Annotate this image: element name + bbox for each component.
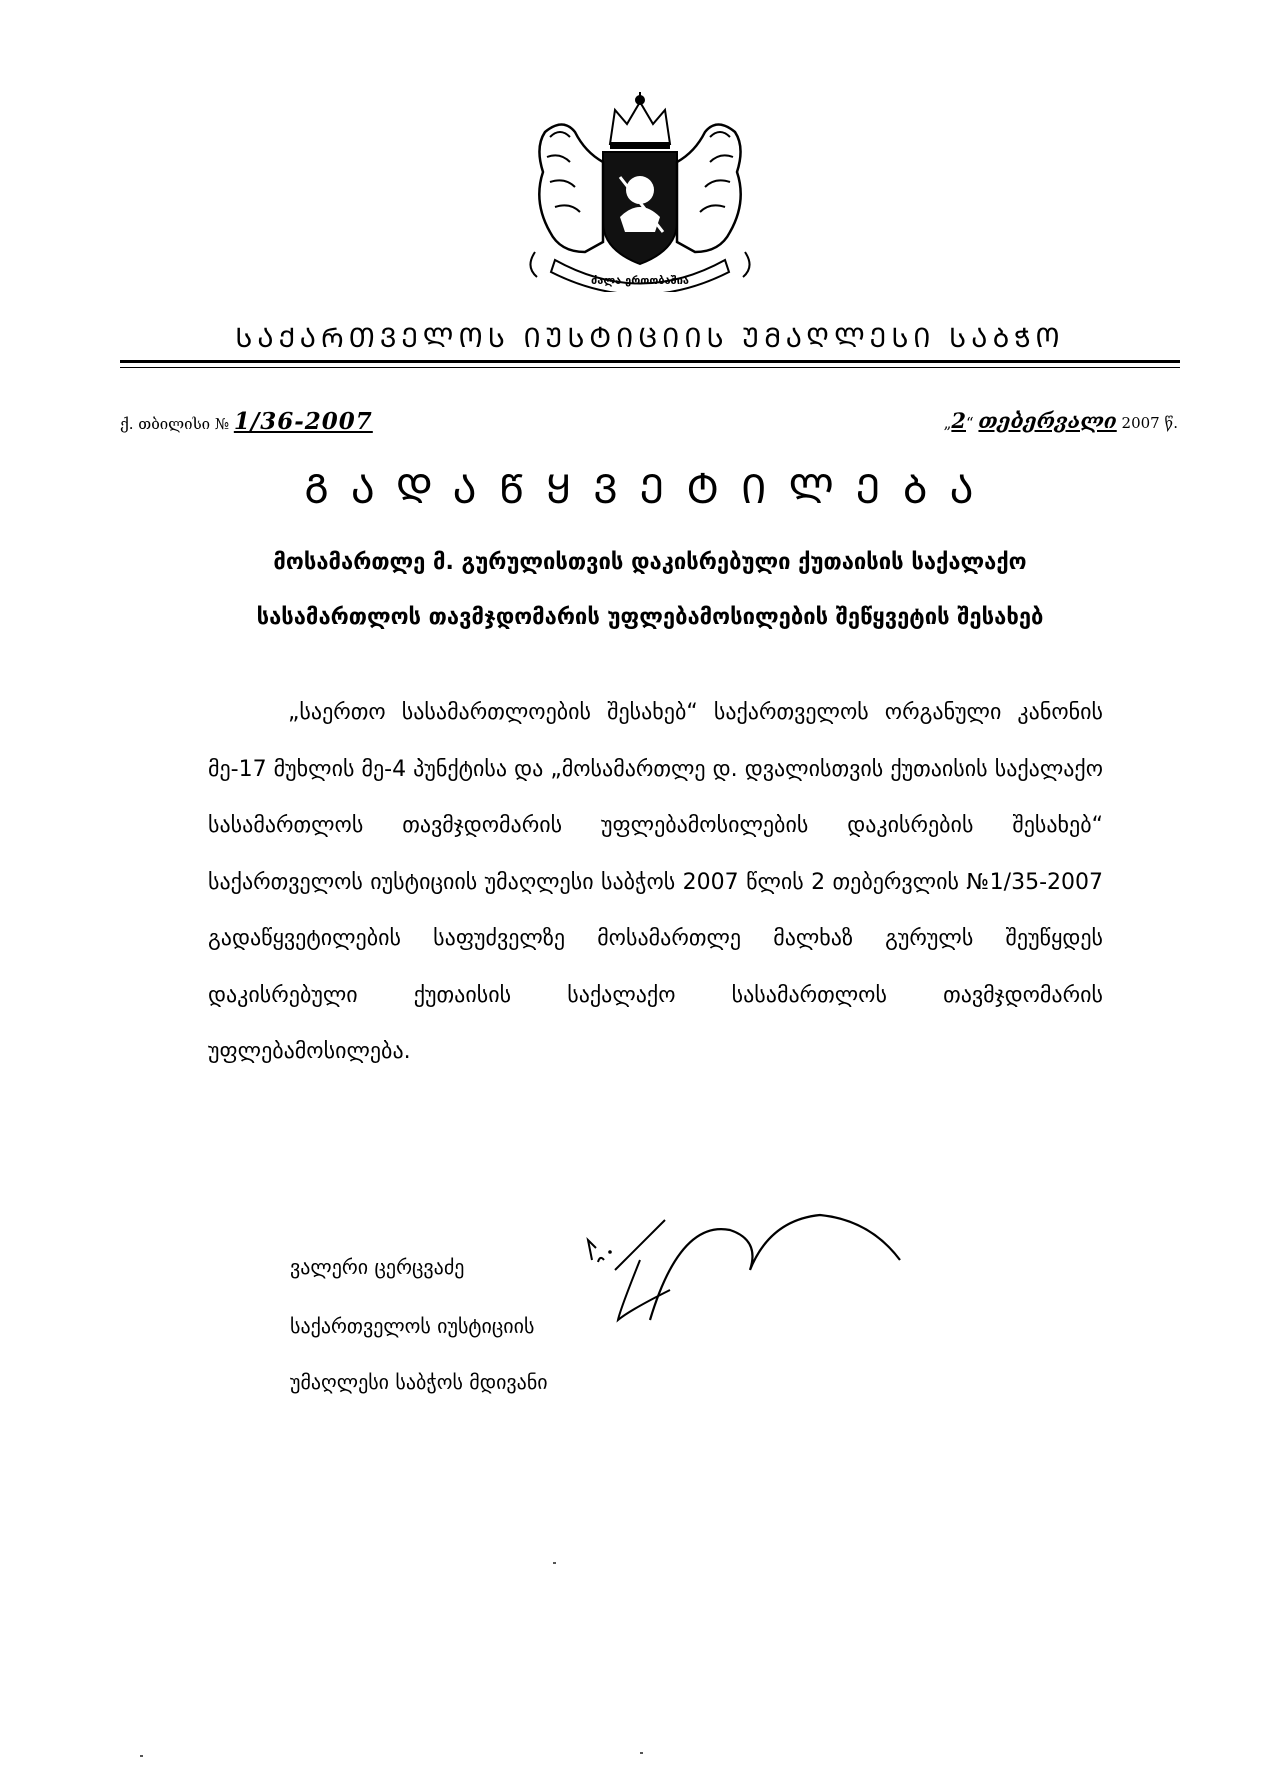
city-number-label: ქ. თბილისი № <box>120 415 230 433</box>
date-month: თებერვალი <box>978 408 1117 433</box>
signatory-title-line-2: უმაღლესი საბჭოს მდივანი <box>290 1370 548 1394</box>
date-year: 2007 <box>1121 414 1160 432</box>
date-quote-open: „ <box>943 414 952 432</box>
scan-speck <box>140 1755 143 1757</box>
subject-line-1: მოსამართლე მ. გურულისთვის დაკისრებული ქუთაისის საქალაქო <box>273 550 1027 575</box>
signatory-name: ვალერი ცერცვაძე <box>290 1255 465 1279</box>
signatory-title-line-1: საქართველოს იუსტიციის <box>290 1314 535 1338</box>
coat-of-arms-icon <box>515 92 765 292</box>
organization-name: ᲡᲐᲥᲐᲠᲗᲕᲔᲚᲝᲡ ᲘᲣᲡᲢᲘᲪᲘᲘᲡ ᲣᲛᲐᲦᲚᲔᲡᲘ ᲡᲐᲑᲭᲝ <box>235 323 1065 354</box>
scan-speck <box>553 1562 556 1564</box>
body-paragraph: „საერთო სასამართლოების შესახებ“ საქართველოს ორგანული კანონის მე-17 მუხლის მე-4 პუნქტისა და „მოსამართლე დ. დვალისთვის ქუთაისის საქალაქო სასამართლოს თავმჯდომარის უფლებამოსილების დაკისრების შესახებ“ საქართველოს იუსტიციის უმაღლესი საბჭოს 2007 წლის 2 თებერვლის №1/35-2007 გადაწყვეტილების საფუძველზე მოსამართლე მალხაზ გურულს შეუწყდეს დაკისრებული ქუთაისის საქალაქო სასამართლოს თავმჯდომარის უფლებამოსილება. <box>208 700 1103 1064</box>
date-quote-close: “ <box>966 414 974 432</box>
handwritten-signature <box>570 1200 930 1350</box>
header-rule-thin <box>120 367 1180 368</box>
document-number <box>120 408 373 435</box>
header-rule <box>120 360 1180 363</box>
document-title: ᲒᲐᲓᲐᲬᲧᲕᲔᲢᲘᲚᲔᲑᲐ <box>304 467 996 513</box>
document-date <box>944 408 1178 433</box>
subject-line-2: სასამართლოს თავმჯდომარის უფლებამოსილების შეწყვეტის შესახებ <box>256 605 1044 630</box>
emblem-ribbon-text: ძალა ერთობაშია <box>591 274 689 287</box>
date-day: 2 <box>951 408 966 433</box>
document-subject <box>150 535 1150 645</box>
number-value: 1/36-2007 <box>233 408 373 435</box>
scan-speck <box>640 1752 643 1754</box>
date-suffix: წ. <box>1164 414 1178 432</box>
